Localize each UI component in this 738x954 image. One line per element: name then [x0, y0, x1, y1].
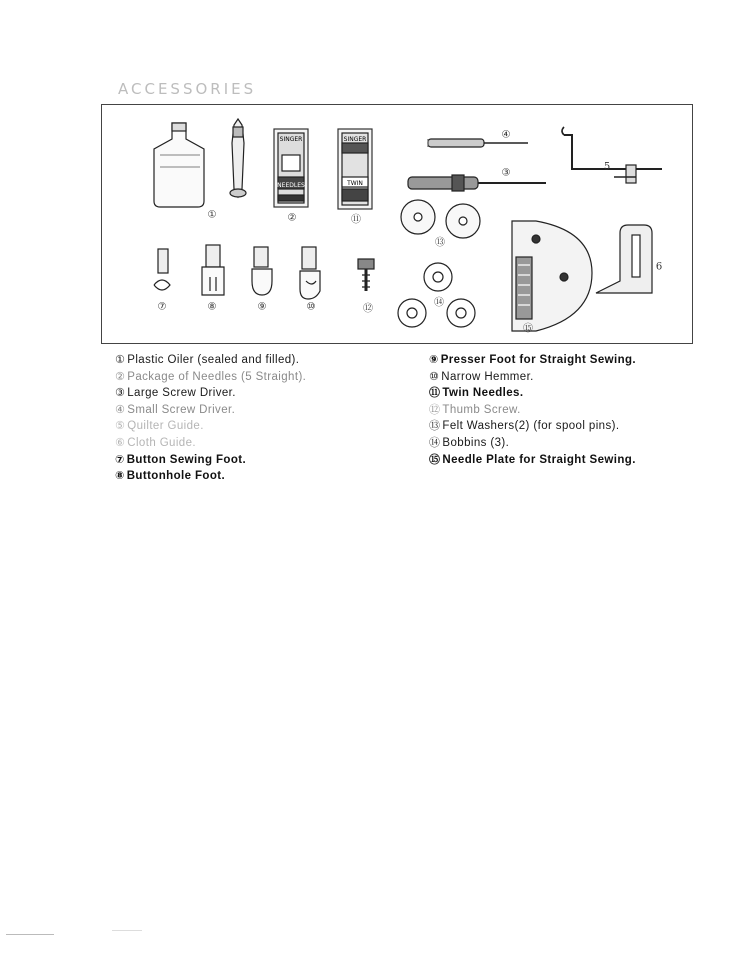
label-presser-foot: ⑨: [257, 301, 267, 313]
legend-item: ⑬ Felt Washers(2) (for spool pins).: [429, 419, 620, 433]
legend-item: ⑮ Needle Plate for Straight Sewing.: [429, 452, 636, 466]
label-twin-needles: ⑪: [351, 214, 361, 226]
presser-foot-icon: [252, 247, 272, 295]
scan-speck: [112, 930, 142, 931]
label-needle-plate: ⑮: [523, 323, 533, 335]
quilter-guide-icon: [562, 127, 662, 183]
label-needles: ②: [287, 212, 297, 224]
legend-item: ⑤ Quilter Guide.: [115, 419, 204, 433]
legend-item: ② Package of Needles (5 Straight).: [115, 369, 307, 383]
bobbin-icon-b: [398, 299, 426, 327]
narrow-hemmer-icon: [300, 247, 320, 299]
legend-item: ③ Large Screw Driver.: [115, 386, 236, 400]
legend-item: ⑨ Presser Foot for Straight Sewing.: [429, 353, 637, 366]
oiler-spout-icon: [230, 119, 246, 197]
legend-left-column: [115, 352, 306, 485]
felt-washer-icon-b: [446, 204, 480, 238]
buttonhole-foot-icon: [202, 245, 224, 295]
twin-pack-brand: SINGER: [343, 136, 367, 143]
legend-right-column: [429, 352, 636, 468]
legend-item: ④ Small Screw Driver.: [115, 402, 236, 416]
label-narrow-hemmer: ⑩: [306, 301, 316, 313]
label-cloth-guide: 6: [655, 261, 663, 273]
needle-pack-label: NEEDLES: [277, 182, 305, 189]
legend-item: ⑧ Buttonhole Foot.: [115, 469, 226, 483]
large-screwdriver-icon: [408, 175, 546, 191]
bobbin-icon-a: [424, 263, 452, 291]
label-small-screwdriver: ④: [501, 129, 511, 141]
legend-item: ⑭ Bobbins (3).: [429, 435, 510, 449]
oiler-bottle-icon: [154, 123, 204, 207]
twin-pack-label: TWIN: [347, 180, 363, 187]
label-felt-washers: ⑬: [435, 237, 445, 249]
needle-plate-icon: [512, 221, 592, 331]
label-large-screwdriver: ③: [501, 167, 511, 179]
label-button-sewing-foot: ⑦: [157, 301, 167, 313]
bobbin-icon-c: [447, 299, 475, 327]
label-buttonhole-foot: ⑧: [207, 301, 217, 313]
legend-item: ⑫ Thumb Screw.: [429, 402, 521, 416]
legend-item: ① Plastic Oiler (sealed and filled).: [115, 353, 300, 366]
label-thumb-screw: ⑫: [363, 303, 373, 315]
legend-item: ⑪ Twin Needles.: [429, 386, 524, 400]
legend-item: ⑥ Cloth Guide.: [115, 435, 196, 449]
legend-item: ⑦ Button Sewing Foot.: [115, 452, 247, 466]
section-heading: ACCESSORIES: [118, 80, 257, 98]
felt-washer-icon-a: [401, 200, 435, 234]
accessories-illustration-panel: [101, 104, 693, 344]
cloth-guide-icon: [596, 225, 652, 293]
thumb-screw-icon: [358, 259, 374, 291]
label-quilter-guide: 5: [603, 161, 611, 173]
label-oiler: ①: [207, 209, 217, 221]
button-sewing-foot-icon: [154, 249, 170, 290]
legend-item: ⑩ Narrow Hemmer.: [429, 369, 534, 383]
label-bobbins: ⑭: [434, 297, 444, 309]
scan-speck: [6, 934, 54, 935]
small-screwdriver-icon: [428, 139, 528, 147]
needle-pack-brand: SINGER: [279, 136, 303, 143]
accessories-illustration: [102, 105, 694, 345]
